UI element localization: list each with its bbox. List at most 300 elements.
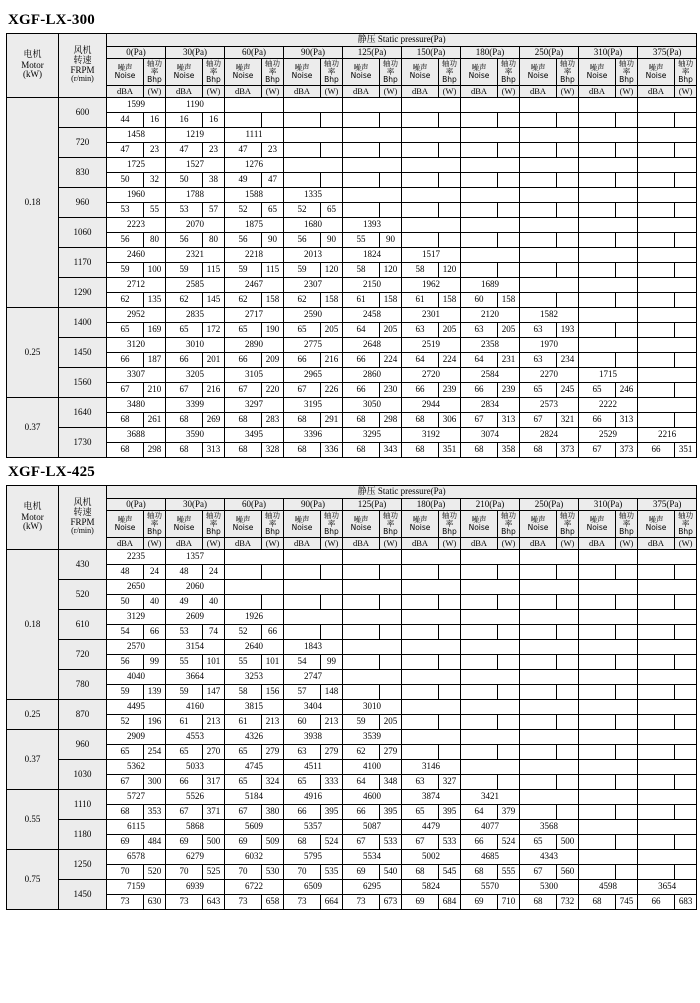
- bhp-cell: [380, 625, 402, 640]
- bhp-cell: 80: [144, 233, 166, 248]
- bhp-cell: 684: [439, 895, 461, 910]
- airflow-cell: 2584: [461, 368, 520, 383]
- bhp-cell: [439, 143, 461, 158]
- airflow-cell: [402, 188, 461, 203]
- subheader-bhp-1: 轴功 率 Bhp: [203, 59, 225, 86]
- table-row: [7, 700, 697, 715]
- bhp-cell: 234: [557, 353, 579, 368]
- bhp-cell: 306: [439, 413, 461, 428]
- bhp-cell: [675, 143, 697, 158]
- bhp-cell: 205: [380, 715, 402, 730]
- noise-cell: [520, 293, 557, 308]
- noise-cell: [402, 173, 439, 188]
- airflow-cell: 1393: [343, 218, 402, 233]
- bhp-cell: 555: [498, 865, 520, 880]
- table-row: [7, 173, 697, 188]
- noise-cell: 65: [225, 775, 262, 790]
- bhp-cell: 245: [557, 383, 579, 398]
- bhp-cell: [616, 715, 638, 730]
- airflow-cell: 1680: [284, 218, 343, 233]
- airflow-cell: [284, 158, 343, 173]
- bhp-cell: 351: [675, 443, 697, 458]
- noise-cell: [461, 685, 498, 700]
- rpm-cell: 430: [59, 550, 107, 580]
- airflow-cell: 6578: [107, 850, 166, 865]
- noise-cell: 62: [107, 293, 144, 308]
- bhp-cell: [498, 625, 520, 640]
- pressure-header-0: 0(Pa): [107, 47, 166, 59]
- airflow-cell: [402, 550, 461, 565]
- airflow-cell: 5087: [343, 820, 402, 835]
- bhp-cell: [439, 203, 461, 218]
- bhp-cell: 533: [439, 835, 461, 850]
- noise-cell: [638, 685, 675, 700]
- unit-watt-6: (W): [498, 86, 520, 98]
- noise-cell: 59: [107, 685, 144, 700]
- table-row: [7, 263, 697, 278]
- noise-cell: 68: [107, 805, 144, 820]
- airflow-cell: 1725: [107, 158, 166, 173]
- bhp-cell: [557, 715, 579, 730]
- airflow-cell: [520, 158, 579, 173]
- noise-cell: 54: [107, 625, 144, 640]
- motor-power-cell: 0.55: [7, 790, 59, 850]
- bhp-cell: 395: [439, 805, 461, 820]
- noise-cell: [579, 625, 616, 640]
- noise-cell: [343, 113, 380, 128]
- motor-power-cell: 0.25: [7, 308, 59, 398]
- bhp-cell: [439, 595, 461, 610]
- airflow-cell: 1458: [107, 128, 166, 143]
- subheader-bhp-5: 轴功 率 Bhp: [439, 511, 461, 538]
- noise-cell: 68: [166, 443, 203, 458]
- bhp-cell: [262, 595, 284, 610]
- bhp-cell: 224: [439, 353, 461, 368]
- bhp-cell: 683: [675, 895, 697, 910]
- noise-cell: 64: [461, 805, 498, 820]
- bhp-cell: [616, 233, 638, 248]
- bhp-cell: [675, 383, 697, 398]
- noise-cell: 64: [402, 353, 439, 368]
- airflow-cell: [461, 98, 520, 113]
- bhp-cell: 190: [262, 323, 284, 338]
- airflow-cell: 2834: [461, 398, 520, 413]
- table-row: [7, 383, 697, 398]
- rpm-cell: 960: [59, 730, 107, 760]
- unit-watt-1: (W): [203, 538, 225, 550]
- airflow-cell: [579, 550, 638, 565]
- bhp-cell: 158: [439, 293, 461, 308]
- bhp-cell: [380, 113, 402, 128]
- bhp-cell: [616, 775, 638, 790]
- bhp-cell: 55: [144, 203, 166, 218]
- airflow-cell: 4343: [520, 850, 579, 865]
- noise-cell: [638, 625, 675, 640]
- noise-cell: 56: [107, 233, 144, 248]
- airflow-cell: 5526: [166, 790, 225, 805]
- bhp-cell: 193: [557, 323, 579, 338]
- bhp-cell: 23: [203, 143, 225, 158]
- airflow-cell: 5357: [284, 820, 343, 835]
- airflow-cell: 4685: [461, 850, 520, 865]
- bhp-cell: 120: [439, 263, 461, 278]
- motor-power-cell: 0.75: [7, 850, 59, 910]
- bhp-cell: [616, 835, 638, 850]
- pressure-header-7: 250(Pa): [520, 499, 579, 511]
- noise-cell: 55: [225, 655, 262, 670]
- pressure-header-4: 125(Pa): [343, 47, 402, 59]
- airflow-cell: 1689: [461, 278, 520, 293]
- bhp-cell: [380, 203, 402, 218]
- bhp-cell: 196: [144, 715, 166, 730]
- table-row: [7, 850, 697, 865]
- rpm-cell: 1250: [59, 850, 107, 880]
- noise-cell: 64: [343, 775, 380, 790]
- bhp-cell: 300: [144, 775, 166, 790]
- airflow-cell: 3154: [166, 640, 225, 655]
- noise-cell: [520, 625, 557, 640]
- bhp-cell: [616, 293, 638, 308]
- bhp-cell: 343: [380, 443, 402, 458]
- airflow-cell: [638, 820, 697, 835]
- noise-cell: [461, 745, 498, 760]
- airflow-cell: 2944: [402, 398, 461, 413]
- airflow-cell: 2860: [343, 368, 402, 383]
- noise-cell: [579, 233, 616, 248]
- noise-cell: 68: [284, 835, 321, 850]
- noise-cell: 67: [579, 443, 616, 458]
- unit-dba-6: dBA: [461, 538, 498, 550]
- noise-cell: [579, 805, 616, 820]
- rpm-cell: 1110: [59, 790, 107, 820]
- airflow-cell: 2952: [107, 308, 166, 323]
- airflow-cell: 3938: [284, 730, 343, 745]
- noise-cell: [520, 203, 557, 218]
- bhp-cell: [557, 685, 579, 700]
- airflow-cell: [520, 640, 579, 655]
- pressure-header-1: 30(Pa): [166, 499, 225, 511]
- airflow-cell: 2013: [284, 248, 343, 263]
- airflow-cell: [343, 550, 402, 565]
- bhp-cell: [675, 293, 697, 308]
- table-row: [7, 775, 697, 790]
- airflow-cell: [520, 580, 579, 595]
- bhp-cell: 66: [262, 625, 284, 640]
- noise-cell: [402, 745, 439, 760]
- airflow-cell: 3129: [107, 610, 166, 625]
- noise-cell: 68: [284, 413, 321, 428]
- airflow-cell: 3205: [166, 368, 225, 383]
- table-row: [7, 580, 697, 595]
- pressure-header-1: 30(Pa): [166, 47, 225, 59]
- noise-cell: 68: [166, 413, 203, 428]
- bhp-cell: [557, 595, 579, 610]
- bhp-cell: [675, 805, 697, 820]
- airflow-cell: 4479: [402, 820, 461, 835]
- table-row: [7, 443, 697, 458]
- bhp-cell: [557, 655, 579, 670]
- airflow-cell: 3495: [225, 428, 284, 443]
- airflow-cell: [343, 128, 402, 143]
- airflow-cell: 2321: [166, 248, 225, 263]
- table-row: [7, 880, 697, 895]
- airflow-cell: 1962: [402, 278, 461, 293]
- airflow-cell: 2070: [166, 218, 225, 233]
- unit-dba-9: dBA: [638, 86, 675, 98]
- bhp-cell: 74: [203, 625, 225, 640]
- table-row: [7, 865, 697, 880]
- pressure-header-8: 310(Pa): [579, 47, 638, 59]
- noise-cell: [343, 203, 380, 218]
- noise-cell: [579, 595, 616, 610]
- table-row: [7, 233, 697, 248]
- unit-dba-7: dBA: [520, 538, 557, 550]
- bhp-cell: 101: [203, 655, 225, 670]
- bhp-cell: [498, 565, 520, 580]
- bhp-cell: 380: [262, 805, 284, 820]
- bhp-cell: 120: [321, 263, 343, 278]
- noise-cell: [579, 655, 616, 670]
- noise-cell: 52: [284, 203, 321, 218]
- noise-cell: 69: [461, 895, 498, 910]
- table-row: [7, 158, 697, 173]
- bhp-cell: [321, 565, 343, 580]
- bhp-cell: 317: [203, 775, 225, 790]
- noise-cell: [520, 595, 557, 610]
- rpm-cell: 1060: [59, 218, 107, 248]
- noise-cell: [638, 775, 675, 790]
- motor-power-cell: 0.37: [7, 730, 59, 790]
- bhp-cell: 158: [498, 293, 520, 308]
- airflow-cell: 6295: [343, 880, 402, 895]
- bhp-cell: [380, 173, 402, 188]
- performance-table-425: [6, 485, 697, 910]
- noise-cell: 56: [284, 233, 321, 248]
- noise-cell: 59: [343, 715, 380, 730]
- noise-cell: 54: [284, 655, 321, 670]
- noise-cell: 50: [107, 173, 144, 188]
- table-row: [7, 368, 697, 383]
- table-row: [7, 805, 697, 820]
- bhp-cell: 298: [380, 413, 402, 428]
- airflow-cell: 2965: [284, 368, 343, 383]
- airflow-cell: [520, 790, 579, 805]
- noise-cell: 66: [343, 383, 380, 398]
- bhp-cell: [557, 203, 579, 218]
- noise-cell: 65: [107, 323, 144, 338]
- noise-cell: 57: [284, 685, 321, 700]
- bhp-cell: 90: [321, 233, 343, 248]
- bhp-cell: [616, 565, 638, 580]
- subheader-bhp-8: 轴功 率 Bhp: [616, 59, 638, 86]
- bhp-cell: 371: [203, 805, 225, 820]
- rpm-cell: 610: [59, 610, 107, 640]
- subheader-bhp-3: 轴功 率 Bhp: [321, 511, 343, 538]
- noise-cell: 67: [107, 775, 144, 790]
- airflow-cell: 2358: [461, 338, 520, 353]
- airflow-cell: 2301: [402, 308, 461, 323]
- airflow-cell: [343, 610, 402, 625]
- noise-cell: [402, 113, 439, 128]
- airflow-cell: 4040: [107, 670, 166, 685]
- subheader-noise-1: 噪声 Noise: [166, 511, 203, 538]
- noise-cell: 62: [284, 293, 321, 308]
- subheader-noise-6: 噪声 Noise: [461, 511, 498, 538]
- unit-watt-8: (W): [616, 538, 638, 550]
- rpm-cell: 1170: [59, 248, 107, 278]
- noise-cell: [343, 173, 380, 188]
- unit-watt-3: (W): [321, 86, 343, 98]
- bhp-cell: [380, 655, 402, 670]
- subheader-bhp-7: 轴功 率 Bhp: [557, 511, 579, 538]
- noise-cell: [402, 595, 439, 610]
- rpm-cell: 720: [59, 640, 107, 670]
- rpm-cell: 960: [59, 188, 107, 218]
- table-row: [7, 640, 697, 655]
- unit-dba-3: dBA: [284, 538, 321, 550]
- airflow-cell: 3295: [343, 428, 402, 443]
- bhp-cell: [380, 143, 402, 158]
- noise-cell: 48: [107, 565, 144, 580]
- noise-cell: [343, 565, 380, 580]
- airflow-cell: 3654: [638, 880, 697, 895]
- table-row: [7, 595, 697, 610]
- bhp-cell: 500: [557, 835, 579, 850]
- bhp-cell: [498, 173, 520, 188]
- bhp-cell: [616, 805, 638, 820]
- unit-dba-9: dBA: [638, 538, 675, 550]
- bhp-cell: 283: [262, 413, 284, 428]
- airflow-cell: 2712: [107, 278, 166, 293]
- subheader-noise-5: 噪声 Noise: [402, 511, 439, 538]
- noise-cell: [225, 113, 262, 128]
- bhp-cell: [439, 233, 461, 248]
- noise-cell: 68: [520, 895, 557, 910]
- noise-cell: 53: [166, 203, 203, 218]
- noise-cell: [638, 655, 675, 670]
- subheader-noise-0: 噪声 Noise: [107, 511, 144, 538]
- bhp-cell: 321: [557, 413, 579, 428]
- noise-cell: [284, 173, 321, 188]
- subheader-noise-9: 噪声 Noise: [638, 511, 675, 538]
- noise-cell: 67: [166, 805, 203, 820]
- pressure-header-4: 125(Pa): [343, 499, 402, 511]
- noise-cell: [461, 263, 498, 278]
- bhp-cell: [557, 565, 579, 580]
- bhp-cell: 535: [321, 865, 343, 880]
- table-row: [7, 218, 697, 233]
- bhp-cell: [616, 143, 638, 158]
- noise-cell: 69: [166, 835, 203, 850]
- bhp-cell: 710: [498, 895, 520, 910]
- airflow-cell: 6939: [166, 880, 225, 895]
- bhp-cell: 23: [144, 143, 166, 158]
- rpm-cell: 1400: [59, 308, 107, 338]
- airflow-cell: [225, 98, 284, 113]
- subheader-noise-3: 噪声 Noise: [284, 59, 321, 86]
- airflow-cell: [638, 610, 697, 625]
- airflow-cell: 3192: [402, 428, 461, 443]
- airflow-cell: 3590: [166, 428, 225, 443]
- table-row: [7, 308, 697, 323]
- bhp-cell: [321, 113, 343, 128]
- unit-watt-9: (W): [675, 86, 697, 98]
- bhp-cell: [439, 685, 461, 700]
- noise-cell: 68: [402, 413, 439, 428]
- unit-dba-4: dBA: [343, 538, 380, 550]
- airflow-cell: 6509: [284, 880, 343, 895]
- noise-cell: [579, 775, 616, 790]
- airflow-cell: 3539: [343, 730, 402, 745]
- unit-watt-2: (W): [262, 86, 284, 98]
- noise-cell: [638, 805, 675, 820]
- pressure-header-8: 310(Pa): [579, 499, 638, 511]
- pressure-header-3: 90(Pa): [284, 499, 343, 511]
- airflow-cell: [284, 98, 343, 113]
- airflow-cell: 2216: [638, 428, 697, 443]
- airflow-cell: 3146: [402, 760, 461, 775]
- subheader-noise-5: 噪声 Noise: [402, 59, 439, 86]
- bhp-cell: 291: [321, 413, 343, 428]
- airflow-cell: 2519: [402, 338, 461, 353]
- rpm-cell: 1730: [59, 428, 107, 458]
- unit-dba-3: dBA: [284, 86, 321, 98]
- bhp-cell: 524: [498, 835, 520, 850]
- noise-cell: 50: [107, 595, 144, 610]
- noise-cell: 73: [284, 895, 321, 910]
- airflow-cell: [402, 580, 461, 595]
- bhp-cell: 298: [144, 443, 166, 458]
- noise-cell: 63: [284, 745, 321, 760]
- noise-cell: 67: [402, 835, 439, 850]
- table-row: [7, 353, 697, 368]
- airflow-cell: [284, 610, 343, 625]
- bhp-cell: [675, 203, 697, 218]
- noise-cell: 65: [520, 383, 557, 398]
- airflow-cell: 2720: [402, 368, 461, 383]
- noise-cell: 67: [225, 383, 262, 398]
- noise-cell: [520, 805, 557, 820]
- bhp-cell: 16: [144, 113, 166, 128]
- bhp-cell: 560: [557, 865, 579, 880]
- bhp-cell: [675, 323, 697, 338]
- subheader-bhp-8: 轴功 率 Bhp: [616, 511, 638, 538]
- noise-cell: 66: [461, 383, 498, 398]
- airflow-cell: 3120: [107, 338, 166, 353]
- airflow-cell: [638, 338, 697, 353]
- noise-cell: [343, 655, 380, 670]
- airflow-cell: 1843: [284, 640, 343, 655]
- table-row: [7, 715, 697, 730]
- bhp-cell: [498, 143, 520, 158]
- airflow-cell: [461, 550, 520, 565]
- airflow-cell: 3688: [107, 428, 166, 443]
- airflow-cell: 5570: [461, 880, 520, 895]
- subheader-bhp-5: 轴功 率 Bhp: [439, 59, 461, 86]
- airflow-cell: [343, 640, 402, 655]
- airflow-cell: [402, 610, 461, 625]
- bhp-cell: 99: [321, 655, 343, 670]
- pressure-header-7: 250(Pa): [520, 47, 579, 59]
- noise-cell: 16: [166, 113, 203, 128]
- noise-cell: 59: [107, 263, 144, 278]
- airflow-cell: [402, 158, 461, 173]
- noise-cell: [638, 233, 675, 248]
- noise-cell: 67: [343, 835, 380, 850]
- noise-cell: [402, 143, 439, 158]
- noise-cell: 62: [225, 293, 262, 308]
- noise-cell: [284, 595, 321, 610]
